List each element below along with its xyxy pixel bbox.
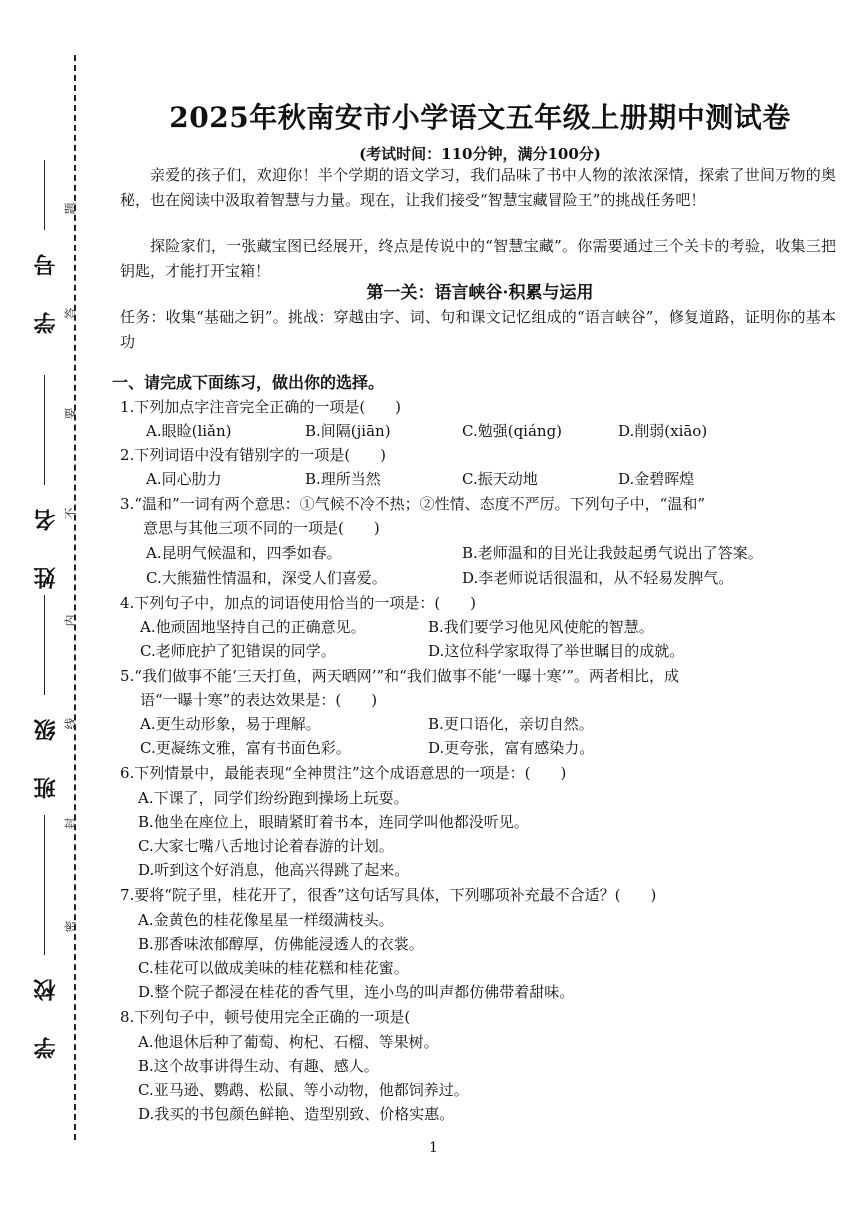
q3-stem-line1: 3.“温和”一词有两个意思：①气候不冷不热；②性情、态度不严厉。下列句子中，“温和”: [120, 495, 705, 513]
q7-option-a: A.金黄色的桂花像星星一样缀满枝头。: [138, 911, 394, 929]
exam-subtitle: (考试时间：110分钟，满分100分): [359, 145, 601, 163]
class-label: 班 级: [33, 705, 59, 799]
q1-option-c: C.勉强(qiáng): [462, 422, 563, 440]
seal-char: 题: [63, 202, 78, 215]
intro-paragraph-2: 探险家们，一张藏宝图已经展开，终点是传说中的“智慧宝藏”。你需要通过三个关卡的考验，收集三把钥匙，才能打开宝箱！: [120, 237, 836, 280]
q4-option-d: D.这位科学家取得了举世瞩目的成就。: [428, 642, 685, 660]
q4-option-a: A.他顽固地坚持自己的正确意见。: [140, 618, 366, 636]
q4-stem: 4.下列句子中，加点的词语使用恰当的一项是：( ): [120, 594, 477, 612]
student-id-label: 学 号: [33, 240, 59, 334]
class-blank: [44, 595, 45, 695]
q2-stem: 2.下列词语中没有错别字的一项是( ): [120, 446, 387, 464]
q2-option-a: A.同心肋力: [146, 470, 222, 488]
q5-stem-line1: 5.“我们做事不能‘三天打鱼，两天晒网’”和“我们做事不能‘一曝十寒’”。两者相比，成: [120, 667, 680, 685]
q3-option-b: B.老师温和的目光让我鼓起勇气说出了答案。: [462, 544, 763, 562]
exam-title: 2025年秋南安市小学语文五年级上册期中测试卷: [169, 101, 791, 134]
q3-option-c: C.大熊猫性情温和，深受人们喜爱。: [146, 569, 387, 587]
q7-option-d: D.整个院子都浸在桂花的香气里，连小鸟的叫声都仿佛带着甜味。: [138, 983, 575, 1001]
seal-char: 封: [63, 817, 78, 830]
seal-char: 密: [63, 920, 78, 933]
binding-dashed-line: [74, 55, 76, 1140]
q6-stem: 6.下列情景中，最能表现“全神贯注”这个成语意思的一项是：( ): [120, 764, 567, 782]
q8-option-a: A.他退休后种了葡萄、枸杞、石榴、等果树。: [138, 1033, 439, 1051]
seal-char: 答: [63, 307, 78, 320]
q7-option-c: C.桂花可以做成美味的桂花糕和桂花蜜。: [138, 959, 409, 977]
school-blank: [44, 815, 45, 955]
q6-option-b: B.他坐在座位上，眼睛紧盯着书本，连同学叫他都没听见。: [138, 813, 529, 831]
q7-stem: 7.要将“院子里，桂花开了，很香”这句话写具体，下列哪项补充最不合适？( ): [120, 886, 657, 904]
q1-option-a: A.眼睑(liǎn): [146, 422, 232, 440]
q1-option-b: B.间隔(jiān): [305, 422, 391, 440]
q6-option-c: C.大家七嘴八舌地讨论着春游的计划。: [138, 837, 394, 855]
school-label: 学 校: [33, 965, 59, 1059]
q8-option-b: B.这个故事讲得生动、有趣、感人。: [138, 1057, 379, 1075]
q2-option-d: D.金碧晖煌: [618, 470, 695, 488]
intro-paragraph-1: 亲爱的孩子们，欢迎你！半个学期的语文学习，我们品味了书中人物的浓浓深情，探索了世间万物的奥秘，也在阅读中汲取着智慧与力量。现在，让我们接受“智慧宝藏冒险王”的挑战任务吧！: [120, 166, 836, 209]
q5-option-c: C.更凝练文雅，富有书面色彩。: [140, 739, 351, 757]
q2-option-c: C.振天动地: [462, 470, 538, 488]
name-blank: [44, 375, 45, 485]
student-id-blank: [44, 160, 45, 230]
name-label: 姓 名: [33, 495, 59, 589]
q5-stem-line2: 语“一曝十寒”的表达效果是：( ): [140, 691, 378, 709]
q8-option-c: C.亚马逊、鹦鹉、松鼠、等小动物，他都饲养过。: [138, 1081, 469, 1099]
q3-option-a: A.昆明气候温和，四季如春。: [146, 544, 342, 562]
q5-option-a: A.更生动形象，易于理解。: [140, 715, 321, 733]
q3-stem-line2: 意思与其他三项不同的一项是( ): [143, 519, 380, 537]
q2-option-b: B.理所当然: [305, 470, 381, 488]
q4-option-b: B.我们要学习他见风使舵的智慧。: [428, 618, 654, 636]
seal-char: 内: [63, 614, 78, 627]
seal-char: 要: [63, 407, 78, 420]
q1-option-d: D.削弱(xiāo): [618, 422, 708, 440]
q8-stem: 8.下列句子中，顿号使用完全正确的一项是(: [120, 1008, 411, 1026]
q6-option-a: A.下课了，同学们纷纷跑到操场上玩耍。: [138, 789, 409, 807]
q8-option-d: D.我买的书包颜色鲜艳、造型别致、价格实惠。: [138, 1105, 455, 1123]
level1-title: 第一关：语言峡谷·积累与运用: [366, 283, 594, 303]
q7-option-b: B.那香味浓郁醇厚，仿佛能浸透人的衣裳。: [138, 935, 424, 953]
level1-task: 任务：收集“基础之钥”。挑战：穿越由字、词、句和课文记忆组成的“语言峡谷”，修复道路，证明你的基本功: [120, 308, 836, 351]
q1-stem: 1.下列加点字注音完全正确的一项是( ): [120, 398, 402, 416]
seal-char: 线: [63, 717, 78, 730]
q6-option-d: D.听到这个好消息，他高兴得跳了起来。: [138, 861, 410, 879]
page-number: 1: [429, 1140, 438, 1156]
q5-option-d: D.更夸张，富有感染力。: [428, 739, 595, 757]
seal-char: 不: [63, 507, 78, 520]
q4-option-c: C.老师庇护了犯错误的同学。: [140, 642, 336, 660]
q5-option-b: B.更口语化，亲切自然。: [428, 715, 594, 733]
q3-option-d: D.李老师说话很温和，从不轻易发脾气。: [462, 569, 734, 587]
part1-heading: 一、请完成下面练习，做出你的选择。: [112, 373, 385, 392]
